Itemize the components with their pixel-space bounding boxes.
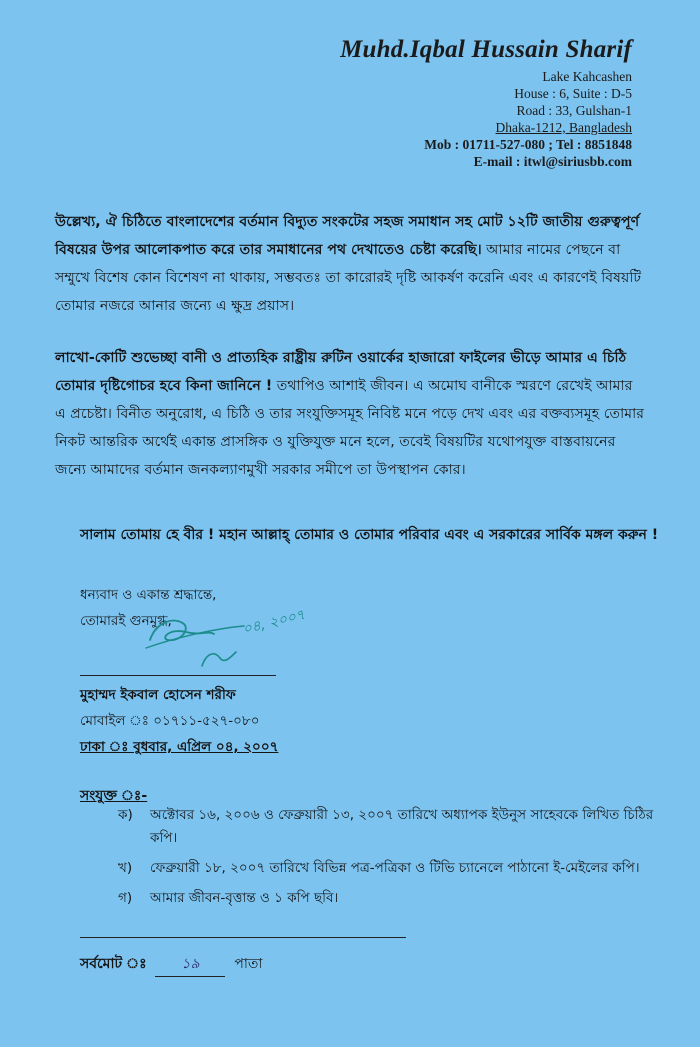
enclosure-marker: ক) bbox=[118, 807, 133, 823]
total-label: সর্বমোট ঃ bbox=[80, 956, 147, 972]
address-city: Dhaka-1212, Bangladesh bbox=[495, 120, 632, 135]
email-line: E-mail : itwl@siriusbb.com bbox=[473, 154, 632, 169]
total-unit: পাতা bbox=[234, 956, 263, 972]
enclosure-marker: খ) bbox=[118, 860, 133, 876]
phone-line: Mob : 01711-527-080 ; Tel : 8851848 bbox=[424, 137, 632, 152]
sender-mobile: মোবাইল ঃ ০১৭১১-৫২৭-০৮০ bbox=[80, 713, 260, 729]
signature-date-note: ০৪, ২০০৭ bbox=[241, 606, 307, 638]
letter-date: ঢাকা ঃ বুধবার, এপ্রিল ০৪, ২০০৭ bbox=[80, 739, 279, 755]
enclosure-item bbox=[118, 857, 658, 880]
total-value: ১৯ bbox=[155, 952, 225, 977]
sender-block bbox=[80, 682, 278, 760]
paragraph-2-bold: লাখো-কোটি শুভেচ্ছা বানী ও প্রাত্যহিক রাষ্ট্রীয় রুটিন ওয়ার্কের হাজারো ফাইলের ভীড়ে আমার এ চিঠি তোমার দৃষ্টিগোচর হবে কিনা জানিনে ! bbox=[55, 350, 627, 394]
paragraph-2 bbox=[55, 344, 645, 484]
letterhead bbox=[340, 36, 632, 170]
enclosure-marker: গ) bbox=[118, 890, 133, 906]
enclosure-text: অক্টোবর ১৬, ২০০৬ ও ফেব্রুয়ারী ১৩, ২০০৭ তারিখে অধ্যাপক ইউনুস সাহেবকে লিখিত চিঠির কপি। bbox=[150, 807, 654, 846]
address-line-1: Lake Kahcashen bbox=[542, 69, 632, 84]
letterhead-name: Muhd.Iqbal Hussain Sharif bbox=[340, 36, 632, 63]
paragraph-1-rest: আমার নামের পেছনে বা সম্মুখে বিশেষ কোন বিশেষণ না থাকায়, সম্ভবতঃ তা কারোরই দৃষ্টি আকর্ষণ করেনি এবং এ কারণেই বিষয়টি তোমার নজরে আনার জন্যে এ ক্ষুদ্র প্রয়াস। bbox=[55, 242, 642, 314]
enclosure-text: ফেব্রুয়ারী ১৮, ২০০৭ তারিখে বিভিন্ন পত্র-পত্রিকা ও টিভি চ্যানেলে পাঠানো ই-মেইলের কপি। bbox=[150, 860, 640, 876]
paragraph-1-bold: উল্লেখ্য, ঐ চিঠিতে বাংলাদেশের বর্তমান বিদ্যুত সংকটের সহজ সমাধান সহ মোট ১২টি জাতীয় গুরুত্বপূর্ণ বিষয়ের উপর আলোকপাত করে তার সমাধানের পথ দেখাতেও চেষ্টা করেছি। bbox=[55, 214, 640, 258]
sender-name: মুহাম্মদ ইকবাল হোসেন শরীফ bbox=[80, 687, 236, 703]
signature bbox=[140, 588, 340, 672]
signature-line bbox=[80, 675, 276, 676]
enclosure-item bbox=[118, 804, 658, 850]
address-line-3: Road : 33, Gulshan-1 bbox=[516, 103, 632, 118]
salutation-line: সালাম তোমায় হে বীর ! মহান আল্লাহ্‌ তোমার ও তোমার পরিবার এবং এ সরকারের সার্বিক মঙ্গল করুন ! bbox=[80, 527, 659, 543]
enclosures-rule bbox=[80, 937, 406, 938]
address-line-2: House : 6, Suite : D-5 bbox=[514, 86, 632, 101]
paragraph-2-rest: তথাপিও আশাই জীবন। এ অমোঘ বানীকে স্মরণে রেখেই আমার এ প্রচেষ্টা। বিনীত অনুরোধ, এ চিঠি ও তার সংযুক্তিসমূহ নিবিষ্ট মনে পড়ে দেখ এবং এর বক্তব্যসমূহ তোমার নিকট আন্তরিক অর্থেই একান্ত প্রাসঙ্গিক ও যুক্তিযুক্ত মনে হলে, তবেই বিষয়টির যথোপযুক্ত বাস্তবায়নের জন্যে আমাদের বর্তমান জনকল্যাণমুখী সরকার সমীপে তা উপস্থাপন কোর। bbox=[55, 378, 645, 478]
closing-line-2: তোমারই গুনমুগ্ধ, bbox=[80, 613, 172, 629]
closing-line-1: ধন্যবাদ ও একান্ত শ্রদ্ধান্তে, bbox=[80, 587, 217, 603]
enclosures-title: সংযুক্ত ঃ- bbox=[80, 788, 148, 804]
paragraph-1 bbox=[55, 208, 645, 320]
enclosure-text: আমার জীবন-বৃত্তান্ত ও ১ কপি ছবি। bbox=[150, 890, 339, 906]
enclosures-list bbox=[118, 804, 658, 917]
total-pages bbox=[80, 952, 262, 977]
enclosure-item bbox=[118, 887, 658, 910]
